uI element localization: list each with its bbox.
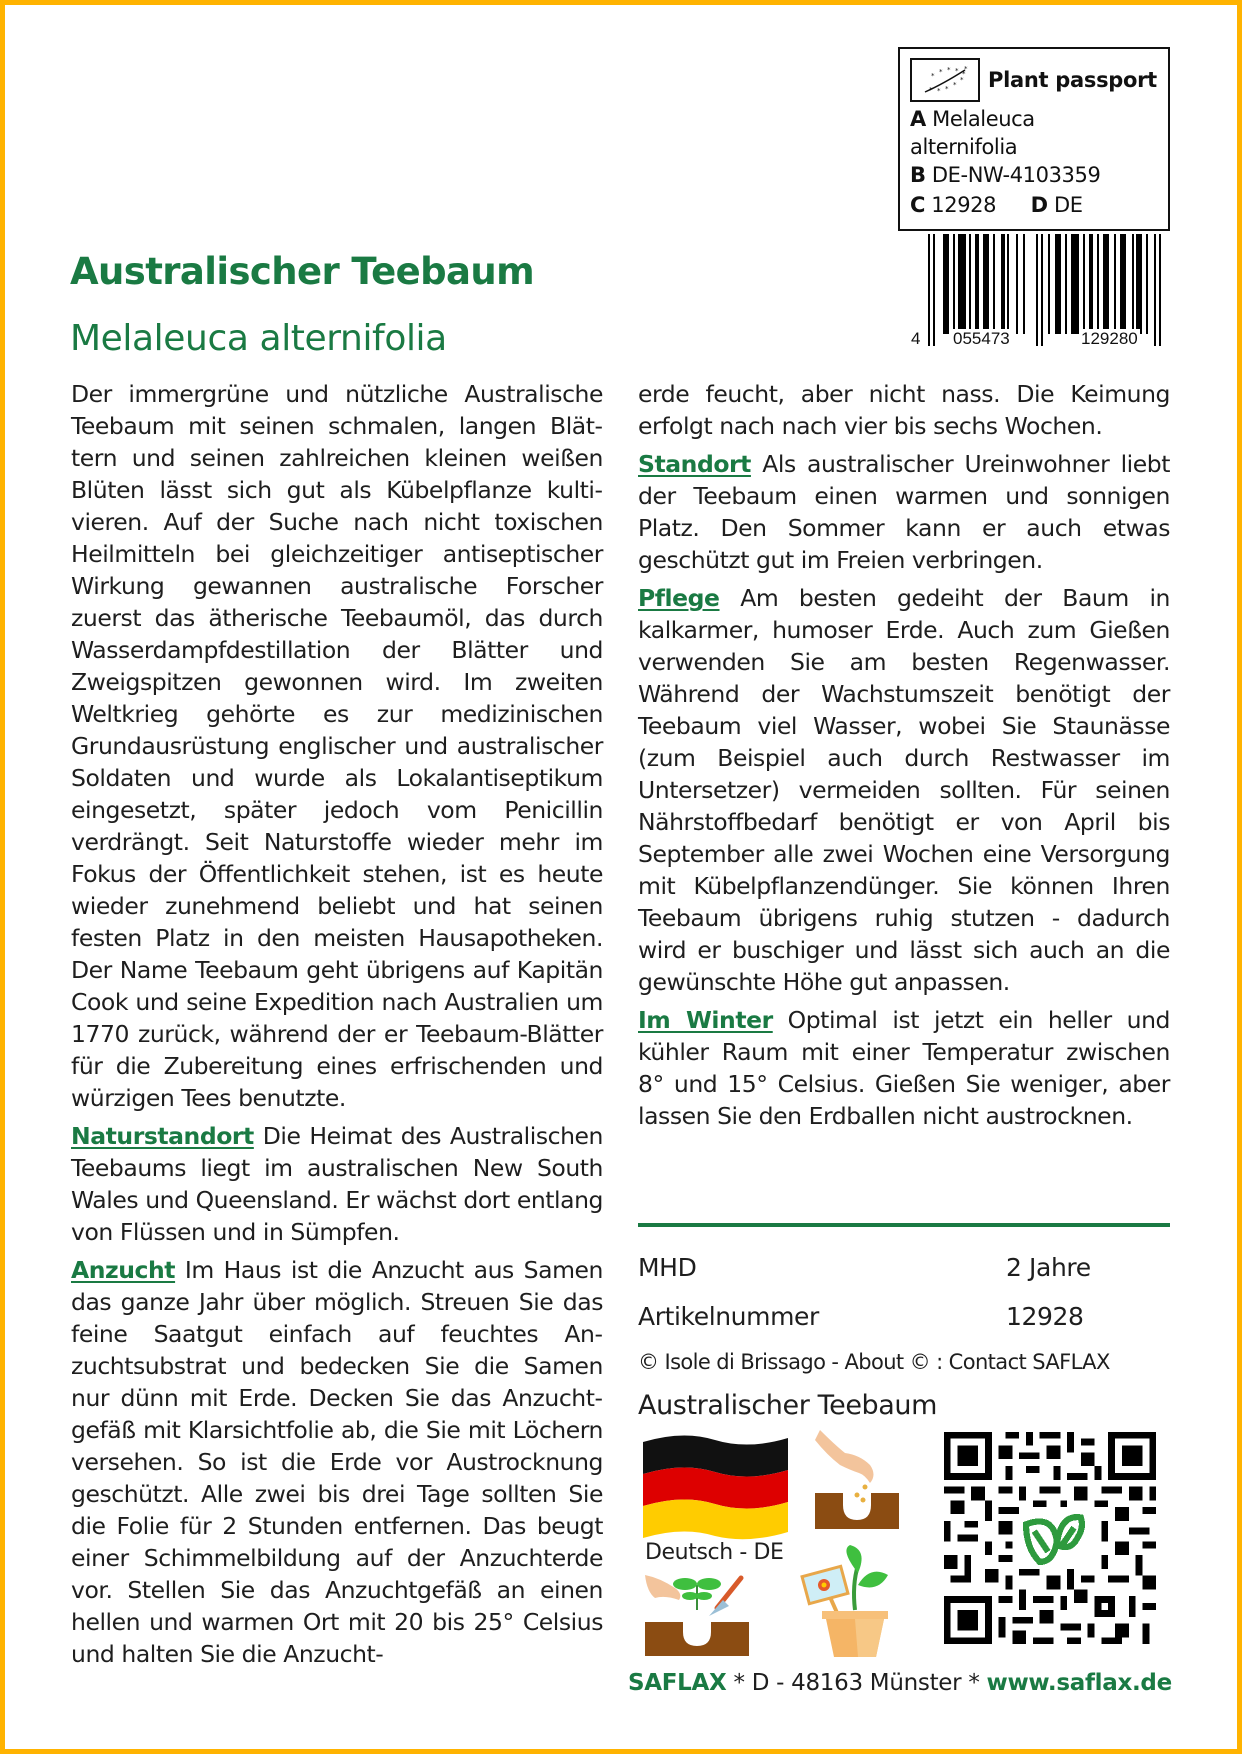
- passport-a-label: A: [910, 107, 926, 131]
- anzucht-text: Im Haus ist die Anzucht aus Samen das ganze Jahr über möglich. Streuen Sie das feine Saatgut einfach auf feuchtes Anzuchtsubstrat und bedecken Sie die Samen nur dünn mit Erde. Decken Sie das Anzuchtgefäß mit Klarsichtfolie ab, die Sie mit Löchern versehen. So ist die Erde vor Austrocknung geschützt. Alle zwei bis drei Tage sollten Sie die Folie für 2 Stunden entfernen. Das beugt einer Schimmelbildung auf der Anzuchterde vor. Stellen Sie das Anzuchtgefäß an einen hellen und warmen Ort mit 20 bis 25° Celsius und halten Sie die Anzucht-: [71, 1256, 603, 1668]
- mhd-label: MHD: [638, 1253, 697, 1282]
- footer: [628, 1670, 1172, 1696]
- naturstandort-text: Die Heimat des Australischen Teebaums liegt im australischen New South Wales und Queensland. Er wächst dort entlang von Flüssen und in Sümpfen.: [71, 1122, 603, 1246]
- plant-passport: [898, 47, 1170, 231]
- svg-text:*: *: [955, 67, 959, 75]
- anzucht-continuation: erde feucht, aber nicht nass. Die Keimung erfolgt nach nach vier bis sechs Wochen.: [638, 380, 1170, 440]
- section-standort: [638, 448, 1170, 576]
- brand-name: SAFLAX: [628, 1670, 727, 1696]
- svg-text:*: *: [962, 70, 966, 78]
- passport-d-label: D: [1030, 193, 1048, 217]
- green-divider: [638, 1223, 1170, 1227]
- eu-organic-leaf-icon: [910, 58, 980, 102]
- winter-text: Optimal ist jetzt ein heller und kühler Raum mit einer Temperatur zwischen 8° und 15° Celsius. Gießen Sie weniger, aber lassen Sie den Erdballen nicht austrocknen.: [638, 1006, 1170, 1130]
- mhd-row: [638, 1253, 1091, 1282]
- article-label: Artikelnummer: [638, 1302, 819, 1331]
- svg-text:*: *: [964, 65, 968, 73]
- copyright-text: © Isole di Brissago - About © : Contact SAFLAX: [638, 1350, 1110, 1374]
- passport-a-value-line2: alternifolia: [910, 135, 1018, 159]
- barcode: [907, 234, 1172, 354]
- website-link[interactable]: www.saflax.de: [986, 1670, 1172, 1696]
- heading-standort: Standort: [638, 450, 751, 478]
- pflege-text: Am besten gedeiht der Baum in kalkarmer, humoser Erde. Auch zum Gießen verwenden Sie am besten Regenwasser. Während der Wachstumszeit benötigt der Teebaum viel Wasser, wobei Sie Staunässe (zum Beispiel auch durch Restwasser im Untersetzer) vermeiden sollten. Für seinen Nährstoffbedarf benötigt er von April bis September alle zwei Wochen eine Versorgung mit Kübelpflanzendünger. Sie können Ihren Teebaum übrigens ruhig stutzen - dadurch wird er buschiger und lässt sich auch an die gewünschte Höhe gut anpassen.: [638, 584, 1170, 996]
- barcode-left-group: 055473: [953, 329, 1010, 348]
- passport-b-value: DE-NW-4103359: [931, 163, 1101, 187]
- svg-text:*: *: [960, 76, 964, 84]
- heading-naturstandort: Naturstandort: [71, 1122, 254, 1150]
- passport-c-label: C: [910, 193, 926, 217]
- svg-text:*: *: [931, 72, 935, 80]
- passport-a-value: Melaleuca: [932, 107, 1035, 131]
- right-column: [638, 378, 1170, 1138]
- intro-text: Der immergrüne und nützliche Australische Teebaum mit seinen schmalen, langen Blättern und seinen zahlreichen kleinen weißen Blüten lässt sich gut als Kübelpflanze kultivieren. Auf der Suche nach nicht toxischen Heilmitteln bei gleichzeitiger antiseptischer Wirkung gewannen australische Forscher zuerst das ätherische Teebaumöl, das durch Wasserdampfdestillation der Blätter und Zweigspitzen gewonnen wird. Im zweiten Weltkrieg gehörte es zur medizinischen Grundausrüstung englischer und australischer Soldaten und wurde als Lokalantiseptikum eingesetzt, später jedoch vom Penicillin verdrängt. Seit Naturstoffe wieder mehr im Fokus der Öffentlichkeit stehen, ist es heute wieder zunehmend beliebt und hat seinen festen Platz in den meisten Hausapotheken. Der Name Teebaum geht übrigens auf Kapitän Cook und seine Expedition nach Australien um 1770 zurück, während der er Teebaum-Blätter für die Zubereitung eines erfrischenden und würzigen Tees benutzte.: [71, 380, 603, 1112]
- svg-text:*: *: [947, 66, 951, 74]
- barcode-first-digit: 4: [911, 329, 921, 348]
- article-row: [638, 1302, 1084, 1331]
- section-winter: [638, 1004, 1170, 1132]
- planting-seedling-icon: [645, 1570, 750, 1660]
- heading-anzucht: Anzucht: [71, 1256, 176, 1284]
- svg-text:*: *: [937, 87, 941, 95]
- svg-text:*: *: [945, 85, 949, 93]
- section-pflege: [638, 582, 1170, 998]
- plant-name-label: Australischer Teebaum: [638, 1390, 938, 1421]
- botanical-name: Melaleuca alternifolia: [70, 318, 447, 359]
- heading-im-winter: Im Winter: [638, 1006, 773, 1034]
- standort-text: Als australischer Ureinwohner liebt der Teebaum einen warmen und sonnigen Platz. Den Sommer kann er auch etwas geschützt gut im Freien verbringen.: [638, 450, 1170, 574]
- language-label: Deutsch - DE: [645, 1540, 784, 1565]
- passport-d-value: DE: [1054, 193, 1083, 217]
- barcode-right-group: 129280: [1081, 329, 1138, 348]
- passport-b-label: B: [910, 163, 926, 187]
- passport-title: Plant passport: [988, 68, 1157, 92]
- qr-code-icon[interactable]: [937, 1425, 1163, 1651]
- left-column: [71, 378, 603, 1676]
- heading-pflege: Pflege: [638, 584, 720, 612]
- passport-c-value: 12928: [931, 193, 997, 217]
- mhd-value: 2 Jahre: [1006, 1253, 1091, 1282]
- svg-text:*: *: [929, 86, 933, 94]
- section-naturstandort: [71, 1120, 603, 1248]
- potted-plant-icon: [800, 1545, 895, 1660]
- article-value: 12928: [1006, 1302, 1084, 1331]
- section-anzucht: [71, 1254, 603, 1670]
- footer-address: * D - 48163 Münster *: [726, 1670, 987, 1696]
- svg-text:*: *: [953, 81, 957, 89]
- sowing-seeds-icon: [815, 1425, 905, 1535]
- germany-flag-icon: [643, 1432, 788, 1540]
- svg-text:*: *: [939, 68, 943, 76]
- page-title: Australischer Teebaum: [70, 250, 535, 293]
